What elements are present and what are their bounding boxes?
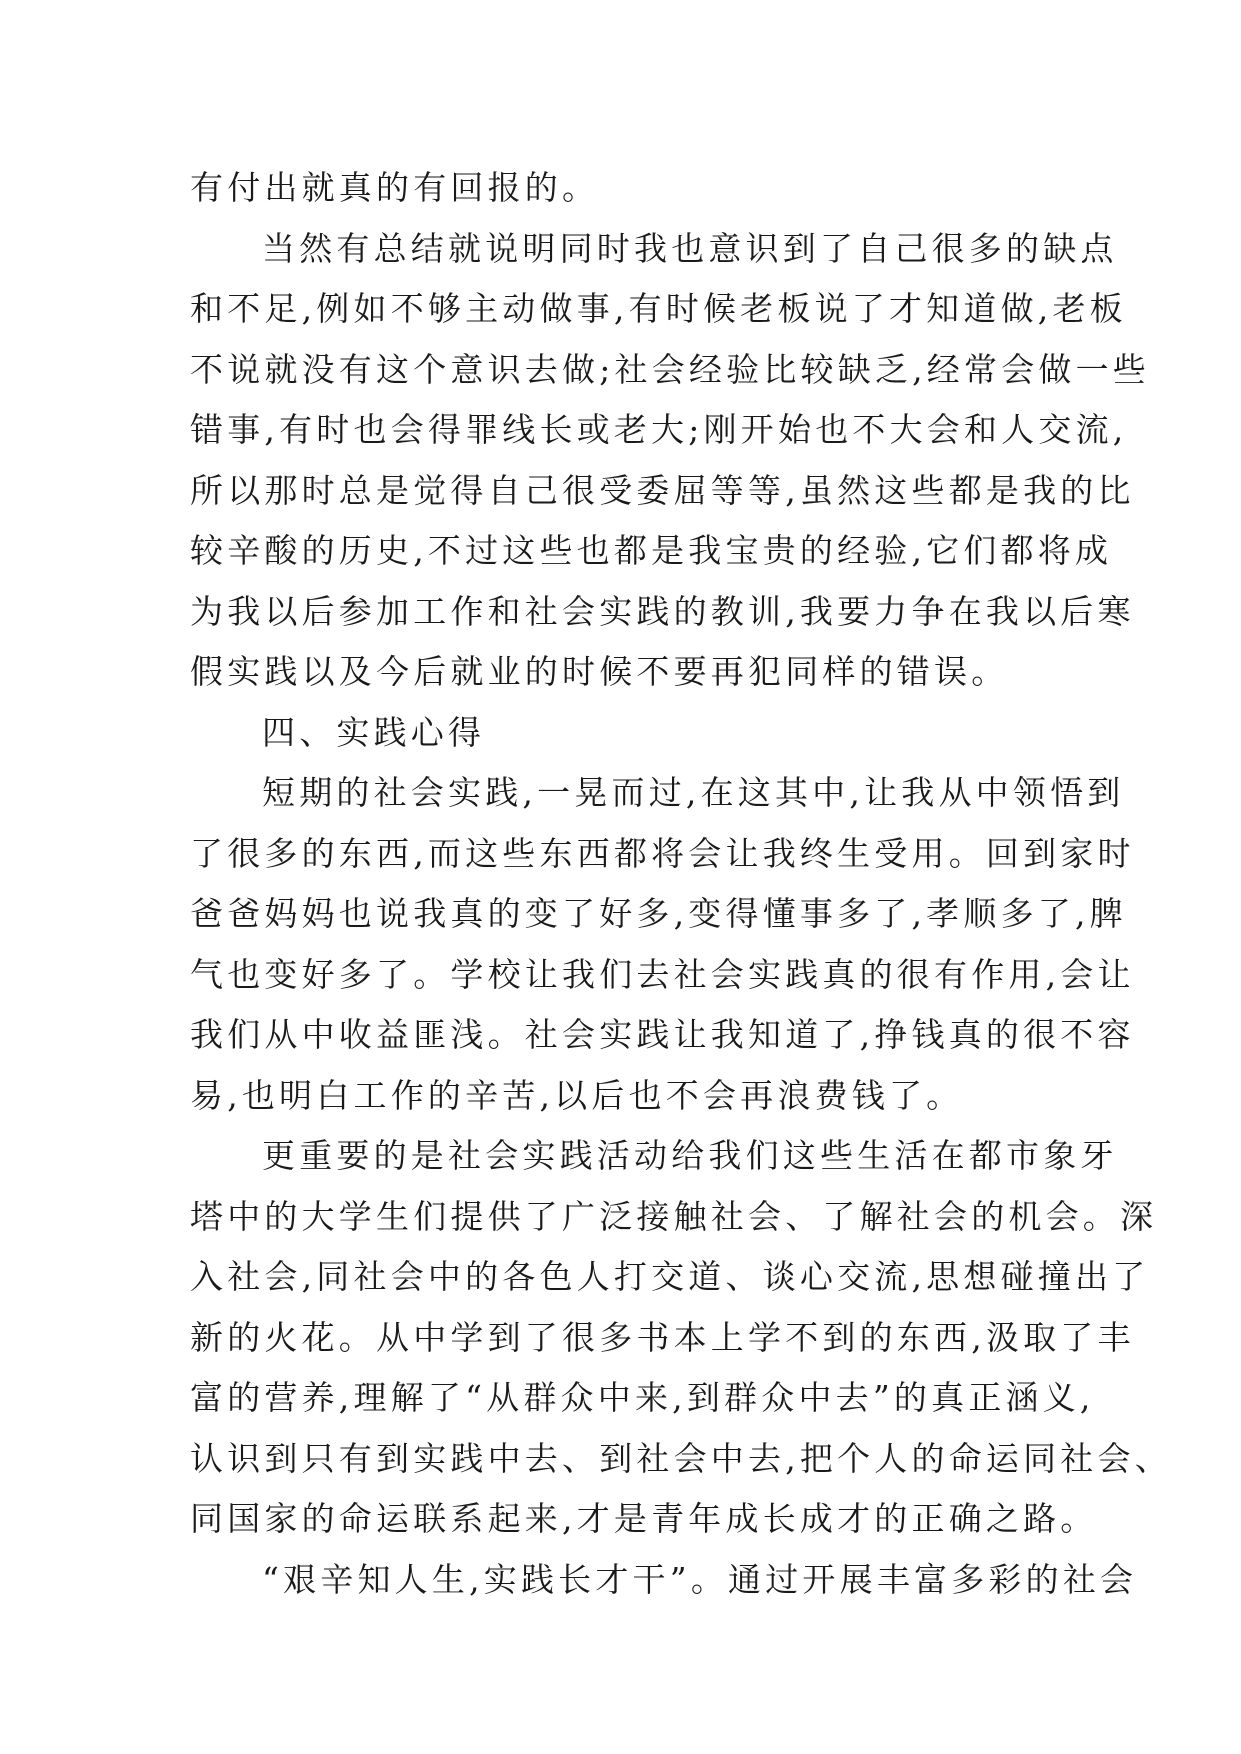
text-line: 四、实践心得	[262, 712, 486, 752]
text-line: 短期的社会实践,一晃而过,在这其中,让我从中领悟到	[262, 773, 1125, 812]
text-line: 和不足,例如不够主动做事,有时候老板说了才知道做,老板	[190, 289, 1127, 328]
text-line: 认识到只有到实践中去、到社会中去,把个人的命运同社会、	[190, 1438, 1172, 1478]
text-line: 错事,有时也会得罪线长或老大;刚开始也不大会和人交流,	[190, 410, 1128, 449]
text-line: 同国家的命运联系起来,才是青年成长成才的正确之路。	[190, 1499, 1098, 1538]
text-line: 为我以后参加工作和社会实践的教训,我要力争在我以后寒	[190, 591, 1135, 631]
text-line: 爸爸妈妈也说我真的变了好多,变得懂事多了,孝顺多了,脾	[190, 894, 1127, 933]
document-body	[190, 158, 1172, 1610]
text-line: 了很多的东西,而这些东西都将会让我终生受用。回到家时	[190, 833, 1135, 873]
text-line: 较辛酸的历史,不过这些也都是我宝贵的经验,它们都将成	[190, 531, 1113, 570]
text-line: 入社会,同社会中的各色人打交道、谈心交流,思想碰撞出了	[190, 1257, 1150, 1296]
text-line: 所以那时总是觉得自己很受委屈等等,虽然这些都是我的比	[190, 470, 1135, 510]
text-line: 我们从中收益匪浅。社会实践让我知道了,挣钱真的很不容	[190, 1015, 1135, 1054]
text-line: 塔中的大学生们提供了广泛接触社会、了解社会的机会。深	[190, 1196, 1158, 1236]
text-line: 假实践以及今后就业的时候不要再犯同样的错误。	[190, 652, 1009, 691]
text-line: “艰辛知人生,实践长才干”。通过开展丰富多彩的社会	[262, 1559, 1138, 1599]
text-line: 气也变好多了。学校让我们去社会实践真的很有作用,会让	[190, 954, 1135, 994]
text-line: 易,也明白工作的辛苦,以后也不会再浪费钱了。	[190, 1075, 964, 1115]
text-line: 新的火花。从中学到了很多书本上学不到的东西,汲取了丰	[190, 1317, 1135, 1357]
text-line: 当然有总结就说明同时我也意识到了自己很多的缺点	[262, 228, 1118, 268]
text-line: 不说就没有这个意识去做;社会经验比较缺乏,经常会做一些	[190, 349, 1151, 389]
text-line: 富的营养,理解了“从群众中来,到群众中去”的真正涵义,	[190, 1378, 1095, 1417]
text-line: 更重要的是社会实践活动给我们这些生活在都市象牙	[262, 1136, 1118, 1175]
text-line: 有付出就真的有回报的。	[190, 168, 600, 207]
